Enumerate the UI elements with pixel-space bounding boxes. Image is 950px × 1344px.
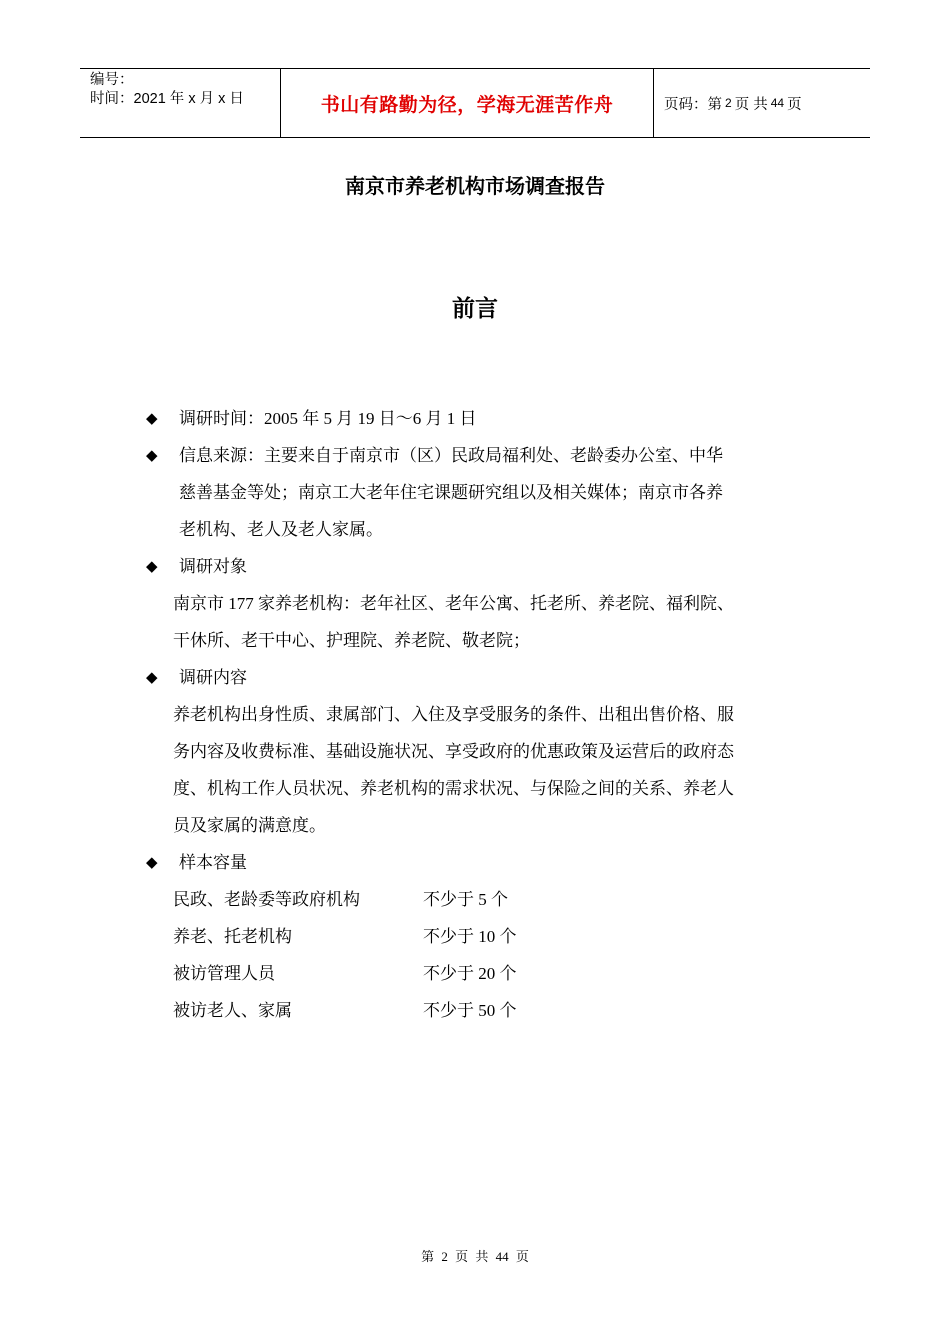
paragraph-line: 务内容及收费标准、基础设施状况、享受政府的优惠政策及运营后的政府态 bbox=[173, 742, 734, 761]
sample-value: 不少于 10 个 bbox=[423, 927, 517, 946]
header-motto: 书山有路勤为径，学海无涯苦作舟 bbox=[320, 93, 614, 116]
section-title: 前言 bbox=[452, 296, 498, 322]
header-page-number: 2 bbox=[725, 96, 732, 110]
sample-row bbox=[146, 955, 816, 992]
item-heading: 调研对象 bbox=[179, 557, 247, 576]
sample-label: 被访老人、家属 bbox=[173, 1001, 292, 1020]
header-page-suffix: 页 bbox=[787, 96, 802, 113]
header-page-mid: 页 共 bbox=[734, 96, 768, 113]
paragraph-line: 南京市 177 家养老机构：老年社区、老年公寓、托老所、养老院、福利院、 bbox=[173, 594, 734, 613]
header-page-counter bbox=[654, 69, 870, 137]
sample-value: 不少于 5 个 bbox=[423, 890, 508, 909]
item-heading: 调研内容 bbox=[179, 668, 247, 687]
diamond-bullet-icon: ◆ bbox=[146, 668, 158, 686]
header-page-prefix: 页码：第 bbox=[664, 96, 722, 113]
header-code-label: 编号： bbox=[90, 72, 134, 88]
item-text: 信息来源：主要来自于南京市（区）民政局福利处、老龄委办公室、中华 bbox=[179, 446, 723, 465]
page-header bbox=[80, 68, 870, 138]
header-motto-cell bbox=[281, 69, 654, 137]
bullet-item-time bbox=[146, 400, 816, 437]
bullet-item-object bbox=[146, 548, 816, 585]
diamond-bullet-icon: ◆ bbox=[146, 853, 158, 871]
bullet-item-content bbox=[146, 659, 816, 696]
item-continuation: 老机构、老人及老人家属。 bbox=[179, 520, 383, 539]
document-body bbox=[146, 400, 816, 1029]
item-text: 调研时间：2005 年 5 月 19 日～6 月 1 日 bbox=[179, 409, 477, 428]
item-heading: 样本容量 bbox=[179, 853, 247, 872]
header-total-pages: 44 bbox=[770, 96, 785, 110]
diamond-bullet-icon: ◆ bbox=[146, 557, 158, 575]
bullet-item-sample bbox=[146, 844, 816, 881]
sample-value: 不少于 50 个 bbox=[423, 1001, 517, 1020]
paragraph-line: 养老机构出身性质、隶属部门、入住及享受服务的条件、出租出售价格、服 bbox=[173, 705, 734, 724]
page-footer: 第 2 页 共 44 页 bbox=[421, 1249, 529, 1264]
header-meta bbox=[80, 69, 281, 137]
bullet-item-source bbox=[146, 437, 816, 474]
paragraph-line: 度、机构工作人员状况、养老机构的需求状况、与保险之间的关系、养老人 bbox=[173, 779, 734, 798]
sample-row bbox=[146, 918, 816, 955]
document-title: 南京市养老机构市场调查报告 bbox=[345, 174, 605, 198]
sample-label: 民政、老龄委等政府机构 bbox=[173, 890, 360, 909]
sample-row bbox=[146, 881, 816, 918]
item-continuation: 慈善基金等处；南京工大老年住宅课题研究组以及相关媒体；南京市各养 bbox=[179, 483, 723, 502]
sample-label: 养老、托老机构 bbox=[173, 927, 292, 946]
sample-row bbox=[146, 992, 816, 1029]
diamond-bullet-icon: ◆ bbox=[146, 409, 158, 427]
diamond-bullet-icon: ◆ bbox=[146, 446, 158, 464]
header-time-label: 时间：2021 年 x 月 x 日 bbox=[90, 91, 244, 107]
sample-value: 不少于 20 个 bbox=[423, 964, 517, 983]
paragraph-line: 员及家属的满意度。 bbox=[173, 816, 326, 835]
sample-label: 被访管理人员 bbox=[173, 964, 275, 983]
paragraph-line: 干休所、老干中心、护理院、养老院、敬老院； bbox=[173, 631, 530, 650]
